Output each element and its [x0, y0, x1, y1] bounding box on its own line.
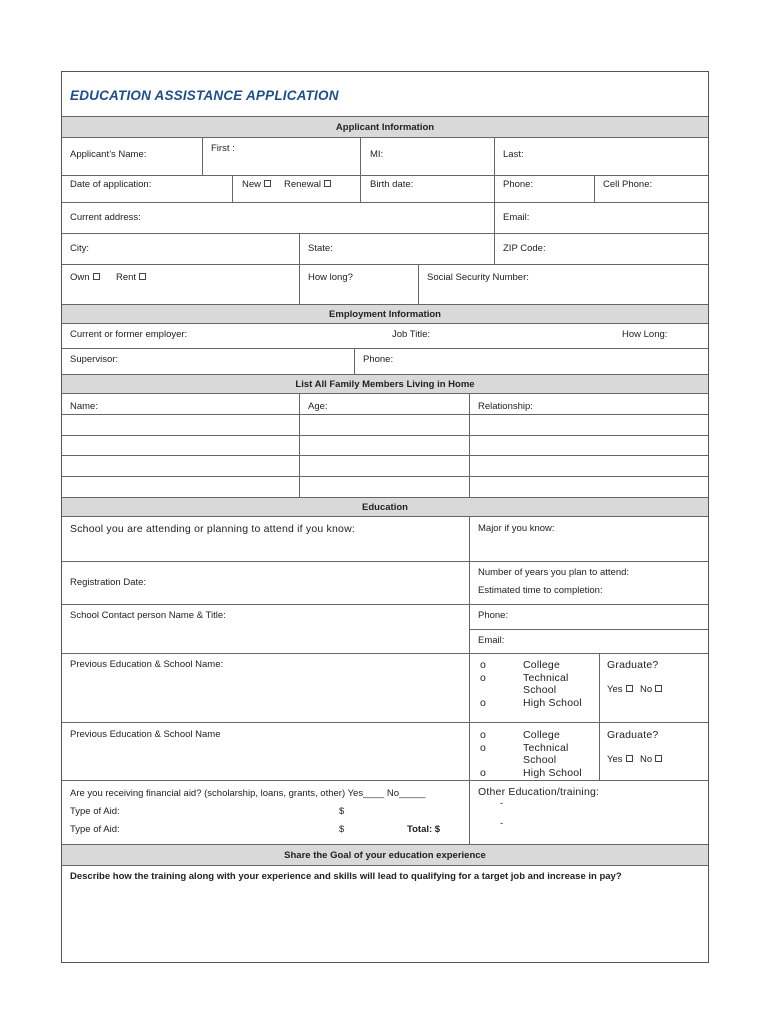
mi-field[interactable]: MI: — [370, 149, 384, 160]
date-of-application-label: Date of application: — [70, 179, 152, 190]
major-field[interactable]: Major if you know: — [478, 523, 555, 534]
registration-date-field[interactable]: Registration Date: — [70, 577, 147, 588]
graduate-no-checkbox[interactable] — [640, 684, 662, 695]
rent-checkbox[interactable] — [116, 272, 146, 284]
application-form — [61, 71, 709, 963]
new-checkbox-box[interactable] — [264, 180, 271, 187]
school-email-field[interactable]: Email: — [478, 635, 505, 646]
family-age-header: Age: — [308, 401, 328, 412]
own-checkbox-box[interactable] — [93, 273, 100, 280]
no-label: No — [640, 684, 653, 695]
new-label: New — [242, 179, 262, 190]
other-education-dash-2: - — [500, 818, 504, 829]
section-header-applicant: Applicant Information — [62, 116, 708, 138]
other-education-dash-1: - — [500, 798, 504, 809]
option-college[interactable]: College — [523, 659, 561, 671]
how-long-field[interactable]: How long? — [308, 272, 353, 283]
section-header-education: Education — [62, 497, 708, 517]
employment-how-long-field[interactable]: How Long: — [622, 329, 668, 340]
aid-total[interactable]: Total: $ — [407, 824, 441, 835]
estimated-completion-field[interactable]: Estimated time to completion: — [478, 585, 603, 596]
birth-date-field[interactable]: Birth date: — [370, 179, 414, 190]
option-technical-school: School — [523, 754, 557, 766]
section-header-goal: Share the Goal of your education experience — [62, 844, 708, 866]
option-high-school[interactable]: High School — [523, 767, 582, 779]
own-checkbox[interactable] — [70, 272, 100, 284]
email-field[interactable]: Email: — [503, 212, 530, 223]
renewal-checkbox-box[interactable] — [324, 180, 331, 187]
form-title: EDUCATION ASSISTANCE APPLICATION — [70, 88, 339, 103]
rent-checkbox-box[interactable] — [139, 273, 146, 280]
section-header-family: List All Family Members Living in Home — [62, 374, 708, 394]
zip-code-field[interactable]: ZIP Code: — [503, 243, 546, 254]
cell-phone-field[interactable]: Cell Phone: — [603, 179, 653, 190]
phone-field[interactable]: Phone: — [503, 179, 534, 190]
renewal-checkbox[interactable] — [284, 175, 331, 195]
rent-label: Rent — [116, 272, 137, 283]
previous-education-2-field[interactable]: Previous Education & School Name — [70, 729, 221, 740]
no-checkbox-box[interactable] — [655, 685, 662, 692]
no-label: No — [640, 754, 653, 765]
school-field[interactable]: School you are attending or planning to attend if you know: — [70, 523, 355, 535]
yes-label: Yes — [607, 684, 623, 695]
family-relationship-header: Relationship: — [478, 401, 533, 412]
graduate-label: Graduate? — [607, 729, 659, 741]
last-name-field[interactable]: Last: — [503, 149, 524, 160]
graduate-no-checkbox[interactable] — [640, 754, 662, 765]
bullet: o — [480, 729, 487, 741]
new-checkbox[interactable] — [242, 175, 271, 195]
own-label: Own — [70, 272, 90, 283]
employer-field[interactable]: Current or former employer: — [70, 329, 188, 340]
bullet: o — [480, 767, 487, 779]
bullet: o — [480, 672, 487, 684]
first-name-field[interactable]: First : — [211, 143, 235, 154]
yes-label: Yes — [607, 754, 623, 765]
yes-checkbox-box[interactable] — [626, 755, 633, 762]
applicant-name-label: Applicant’s Name: — [70, 149, 147, 160]
bullet: o — [480, 697, 487, 709]
type-of-aid-1-field[interactable]: Type of Aid: — [70, 806, 120, 817]
goal-description-field[interactable]: Describe how the training along with your experience and skills will lead to qualifying for a target job and increase in pay? — [70, 871, 622, 882]
option-college[interactable]: College — [523, 729, 561, 741]
current-address-field[interactable]: Current address: — [70, 212, 141, 223]
state-field[interactable]: State: — [308, 243, 333, 254]
bullet: o — [480, 659, 487, 671]
supervisor-field[interactable]: Supervisor: — [70, 354, 119, 365]
option-technical-school: School — [523, 684, 557, 696]
ssn-field[interactable]: Social Security Number: — [427, 272, 529, 283]
aid-1-amount[interactable]: $ — [339, 806, 345, 817]
financial-aid-question[interactable]: Are you receiving financial aid? (scholarship, loans, grants, other) Yes____ No_____ — [70, 788, 426, 799]
renewal-label: Renewal — [284, 179, 321, 190]
previous-education-1-field[interactable]: Previous Education & School Name: — [70, 659, 224, 670]
type-of-aid-2-field[interactable]: Type of Aid: — [70, 824, 120, 835]
other-education-field[interactable]: Other Education/training: — [478, 786, 600, 798]
employment-phone-field[interactable]: Phone: — [363, 354, 394, 365]
city-field[interactable]: City: — [70, 243, 89, 254]
job-title-field[interactable]: Job Title: — [392, 329, 431, 340]
school-contact-field[interactable]: School Contact person Name & Title: — [70, 610, 226, 621]
years-to-attend-field[interactable]: Number of years you plan to attend: — [478, 567, 630, 578]
graduate-label: Graduate? — [607, 659, 659, 671]
bullet: o — [480, 742, 487, 754]
graduate-yes-checkbox[interactable] — [607, 754, 633, 765]
graduate-yes-checkbox[interactable] — [607, 684, 633, 695]
yes-checkbox-box[interactable] — [626, 685, 633, 692]
family-name-header: Name: — [70, 401, 98, 412]
option-technical[interactable]: Technical — [523, 672, 569, 684]
aid-2-amount[interactable]: $ — [339, 824, 345, 835]
no-checkbox-box[interactable] — [655, 755, 662, 762]
option-high-school[interactable]: High School — [523, 697, 582, 709]
school-phone-field[interactable]: Phone: — [478, 610, 509, 621]
section-header-employment: Employment Information — [62, 304, 708, 324]
option-technical[interactable]: Technical — [523, 742, 569, 754]
